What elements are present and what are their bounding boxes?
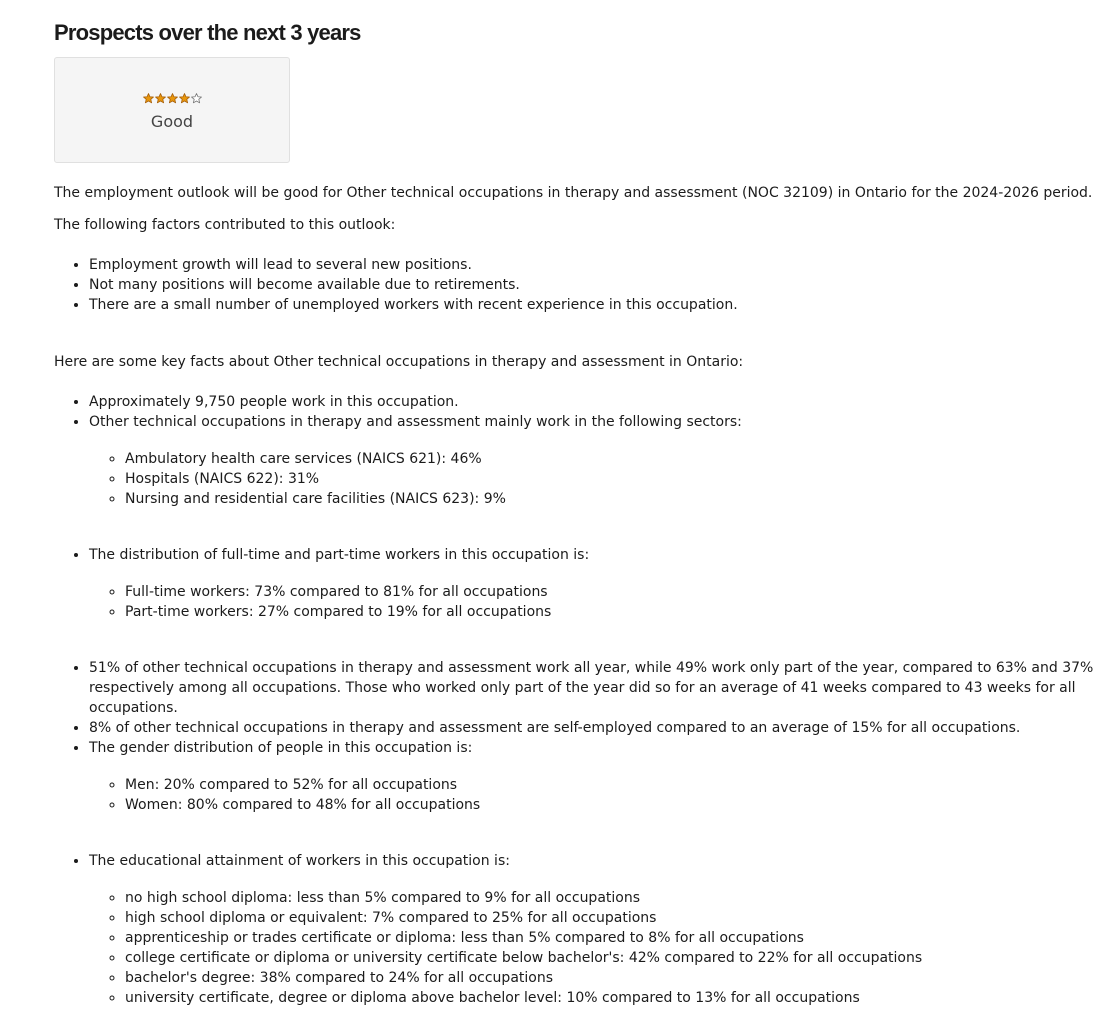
factors-list — [54, 255, 1094, 315]
outlook-rating-box — [54, 57, 290, 163]
gender-intro: The gender distribution of people in this occupation is: — [89, 740, 473, 756]
outlook-statement: The employment outlook will be good for Other technical occupations in therapy and assessment (NOC 32109) in Ontario for the 2024-2026 period. — [54, 185, 1093, 201]
list-item: ◦ Nursing and residential care facilities (NAICS 623): 9% — [125, 489, 1094, 509]
gender-list — [89, 775, 1094, 815]
list-item: • Not many positions will become available due to retirements. — [89, 275, 1094, 295]
facts-intro: Here are some key facts about Other technical occupations in therapy and assessment in Ontario: — [54, 354, 744, 370]
star-filled-icon — [167, 93, 178, 104]
list-item: • There are a small number of unemployed workers with recent experience in this occupation. — [89, 295, 1094, 315]
list-item: • 8% of other technical occupations in therapy and assessment are self-employed compared to an average of 15% for all occupations. — [89, 718, 1094, 738]
list-item: ◦ Part-time workers: 27% compared to 19% for all occupations — [125, 602, 1094, 622]
list-item: ◦ college certificate or diploma or university certificate below bachelor's: 42% compared to 22% for all occupations — [125, 948, 1094, 968]
section-title: Prospects over the next 3 years — [54, 20, 361, 45]
star-filled-icon — [143, 93, 154, 104]
list-item: ◦ no high school diploma: less than 5% compared to 9% for all occupations — [125, 888, 1094, 908]
list-item: ◦ Men: 20% compared to 52% for all occupations — [125, 775, 1094, 795]
sectors-intro: Other technical occupations in therapy and assessment mainly work in the following sectors: — [89, 414, 742, 430]
list-item: • Employment growth will lead to several new positions. — [89, 255, 1094, 275]
distribution-list — [89, 582, 1094, 622]
list-item: ◦ Full-time workers: 73% compared to 81% for all occupations — [125, 582, 1094, 602]
factors-intro: The following factors contributed to this outlook: — [54, 217, 396, 233]
list-item — [89, 412, 1094, 509]
distribution-intro: The distribution of full-time and part-time workers in this occupation is: — [89, 547, 590, 563]
star-rating — [143, 93, 202, 108]
education-intro: The educational attainment of workers in this occupation is: — [89, 853, 510, 869]
list-item: ◦ apprenticeship or trades certificate or diploma: less than 5% compared to 8% for all occupations — [125, 928, 1094, 948]
list-item: • 51% of other technical occupations in therapy and assessment work all year, while 49% work only part of the year, compared to 63% and 37% respectively among all occupations. Those who worked only part of the year did so for an average of 41 weeks compared to 43 weeks for all occupations. — [89, 658, 1094, 718]
star-filled-icon — [179, 93, 190, 104]
star-empty-icon — [191, 93, 202, 104]
list-item — [89, 851, 1094, 1008]
list-item: ◦ Hospitals (NAICS 622): 31% — [125, 469, 1094, 489]
rating-label: Good — [150, 111, 194, 131]
list-item: ◦ bachelor's degree: 38% compared to 24% for all occupations — [125, 968, 1094, 988]
list-item: ◦ Women: 80% compared to 48% for all occupations — [125, 795, 1094, 815]
list-item: ◦ high school diploma or equivalent: 7% compared to 25% for all occupations — [125, 908, 1094, 928]
list-item — [89, 545, 1094, 622]
list-item: ◦ university certificate, degree or diploma above bachelor level: 10% compared to 13% for all occupations — [125, 988, 1094, 1008]
sectors-list — [89, 449, 1094, 509]
star-filled-icon — [155, 93, 166, 104]
list-item — [89, 738, 1094, 815]
list-item: • Approximately 9,750 people work in this occupation. — [89, 392, 1094, 412]
prospects-section — [54, 18, 1094, 1008]
facts-list — [54, 392, 1094, 1008]
list-item: ◦ Ambulatory health care services (NAICS 621): 46% — [125, 449, 1094, 469]
education-list — [89, 888, 1094, 1008]
